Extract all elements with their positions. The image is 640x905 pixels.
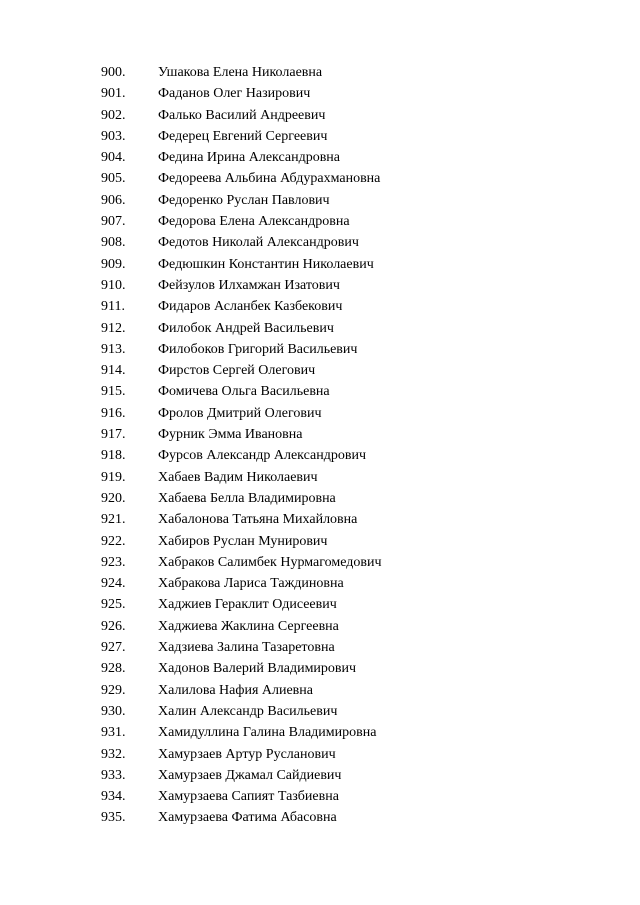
entry-name: Хамидуллина Галина Владимировна xyxy=(158,725,377,741)
entry-number: 932. xyxy=(101,746,126,762)
list-item xyxy=(0,190,640,211)
list-item xyxy=(0,83,640,104)
entry-number: 911. xyxy=(101,299,125,315)
entry-name: Фурсов Александр Александрович xyxy=(158,448,366,464)
entry-number: 916. xyxy=(101,405,126,421)
list-item xyxy=(0,445,640,466)
list-item xyxy=(0,722,640,743)
entry-number: 929. xyxy=(101,682,126,698)
entry-name: Федоренко Руслан Павлович xyxy=(158,192,330,208)
entry-number: 918. xyxy=(101,448,126,464)
entry-number: 910. xyxy=(101,277,126,293)
list-item xyxy=(0,744,640,765)
list-item xyxy=(0,232,640,253)
list-item xyxy=(0,701,640,722)
list-item xyxy=(0,594,640,615)
list-item xyxy=(0,658,640,679)
list-item xyxy=(0,62,640,83)
entry-number: 923. xyxy=(101,554,126,570)
list-item xyxy=(0,211,640,232)
entry-name: Федерец Евгений Сергеевич xyxy=(158,128,328,144)
list-item xyxy=(0,509,640,530)
list-item xyxy=(0,637,640,658)
list-item xyxy=(0,360,640,381)
list-item xyxy=(0,275,640,296)
entry-number: 919. xyxy=(101,469,126,485)
entry-number: 912. xyxy=(101,320,126,336)
entry-number: 915. xyxy=(101,384,126,400)
entry-number: 914. xyxy=(101,363,126,379)
entry-name: Халин Александр Васильевич xyxy=(158,703,338,719)
entry-name: Хабаев Вадим Николаевич xyxy=(158,469,318,485)
entry-number: 909. xyxy=(101,256,126,272)
entry-number: 905. xyxy=(101,171,126,187)
entry-number: 921. xyxy=(101,512,126,528)
entry-name: Халилова Нафия Алиевна xyxy=(158,682,313,698)
entry-name: Ушакова Елена Николаевна xyxy=(158,65,323,80)
entry-number: 917. xyxy=(101,427,126,443)
list-item xyxy=(0,807,640,828)
entry-number: 931. xyxy=(101,725,126,741)
list-item xyxy=(0,573,640,594)
entry-number: 934. xyxy=(101,789,126,805)
list-item xyxy=(0,467,640,488)
list-item xyxy=(0,126,640,147)
entry-number: 935. xyxy=(101,810,126,826)
list-item xyxy=(0,105,640,126)
entry-number: 908. xyxy=(101,235,126,251)
list-item xyxy=(0,254,640,275)
entry-name: Фомичева Ольга Васильевна xyxy=(158,384,330,400)
list-item xyxy=(0,680,640,701)
list-item xyxy=(0,339,640,360)
entry-number: 924. xyxy=(101,576,126,592)
list-item xyxy=(0,424,640,445)
entry-name: Хамурзаева Сапият Тазбиевна xyxy=(158,789,339,805)
entry-name: Филобоков Григорий Васильевич xyxy=(158,341,358,357)
list-item xyxy=(0,786,640,807)
entry-number: 906. xyxy=(101,192,126,208)
list-item xyxy=(0,552,640,573)
list-item xyxy=(0,403,640,424)
list-item xyxy=(0,168,640,189)
entry-name: Фролов Дмитрий Олегович xyxy=(158,405,322,421)
entry-number: 903. xyxy=(101,128,126,144)
entry-name: Хаджиева Жаклина Сергеевна xyxy=(158,618,339,634)
entry-name: Хабраков Салимбек Нурмагомедович xyxy=(158,554,382,570)
entry-name: Хамурзаева Фатима Абасовна xyxy=(158,810,337,826)
entry-number: 925. xyxy=(101,597,126,613)
entry-name: Хамурзаев Артур Русланович xyxy=(158,746,336,762)
entry-name: Хабалонова Татьяна Михайловна xyxy=(158,512,358,528)
entry-name: Хабиров Руслан Мунирович xyxy=(158,533,328,549)
entry-name: Хаджиев Гераклит Одисеевич xyxy=(158,597,337,613)
entry-name: Федюшкин Константин Николаевич xyxy=(158,256,374,272)
entry-number: 930. xyxy=(101,703,126,719)
list-item xyxy=(0,531,640,552)
entry-number: 933. xyxy=(101,767,126,783)
list-item xyxy=(0,381,640,402)
entry-number: 920. xyxy=(101,490,126,506)
entry-number: 922. xyxy=(101,533,126,549)
entry-name: Федорова Елена Александровна xyxy=(158,214,350,230)
list-item xyxy=(0,488,640,509)
entry-name: Хабракова Лариса Таждиновна xyxy=(158,576,344,592)
entry-number: 904. xyxy=(101,150,126,166)
entry-name: Фалько Василий Андреевич xyxy=(158,107,326,123)
entry-number: 901. xyxy=(101,86,126,102)
list-item xyxy=(0,616,640,637)
entry-number: 902. xyxy=(101,107,126,123)
entry-name: Фирстов Сергей Олегович xyxy=(158,363,316,379)
entry-number: 928. xyxy=(101,661,126,677)
entry-name: Филобок Андрей Васильевич xyxy=(158,320,334,336)
entry-name: Фейзулов Илхамжан Изатович xyxy=(158,277,340,293)
entry-name: Федина Ирина Александровна xyxy=(158,150,341,166)
list-item xyxy=(0,765,640,786)
list-item xyxy=(0,318,640,339)
entry-number: 913. xyxy=(101,341,126,357)
entry-number: 907. xyxy=(101,214,126,230)
entry-name: Хадонов Валерий Владимирович xyxy=(158,661,357,677)
entry-name: Федотов Николай Александрович xyxy=(158,235,359,251)
entry-number: 900. xyxy=(101,65,126,80)
entry-name: Федореева Альбина Абдурахмановна xyxy=(158,171,381,187)
entry-name: Хадзиева Залина Тазаретовна xyxy=(158,640,335,656)
entry-name: Фаданов Олег Назирович xyxy=(158,86,311,102)
entry-name: Хабаева Белла Владимировна xyxy=(158,490,336,506)
list-item xyxy=(0,296,640,317)
name-list xyxy=(0,62,640,829)
entry-name: Фурник Эмма Ивановна xyxy=(158,427,303,443)
entry-number: 926. xyxy=(101,618,126,634)
entry-number: 927. xyxy=(101,640,126,656)
entry-name: Фидаров Асланбек Казбекович xyxy=(158,299,343,315)
list-item xyxy=(0,147,640,168)
entry-name: Хамурзаев Джамал Сайдиевич xyxy=(158,767,342,783)
